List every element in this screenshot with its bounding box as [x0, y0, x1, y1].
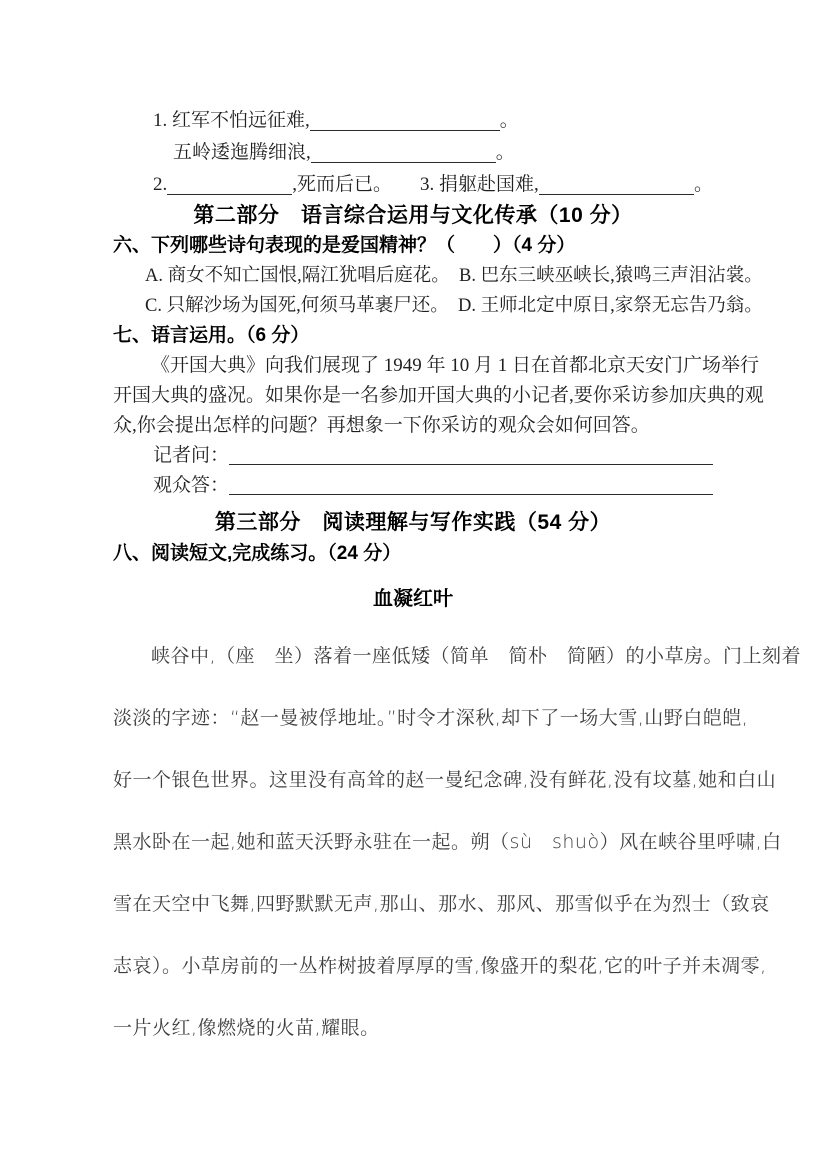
- passage-line-1: 峡谷中,（座 坐）落着一座低矮（简单 简朴 简陋）的小草房。门上刻着: [151, 645, 802, 667]
- passage-line-6: 志哀）。小草房前的一丛柞树披着厚厚的雪,像盛开的梨花,它的叶子并未凋零,: [113, 955, 767, 977]
- answer-blank: [310, 110, 500, 131]
- passage-line-5: 雪在天空中飞舞,四野默默无声,那山、那水、那风、那雪似乎在为烈士（致哀: [113, 893, 770, 915]
- question7-para-line-2: 开国大典的盛况。如果你是一名参加开国大典的小记者,要你采访参加庆典的观: [113, 385, 764, 406]
- question7-para-line-1: 《开国大典》向我们展现了 1949 年 10 月 1 日在首都北京天安门广场举行: [151, 355, 760, 376]
- fillin-item2-number: 2.: [153, 174, 168, 195]
- section2-heading: 第二部分 语言综合运用与文化传承（10 分）: [193, 204, 633, 227]
- passage-line-7: 一片火红,像燃烧的火苗,耀眼。: [113, 1017, 380, 1039]
- audience-label: 观众答：: [153, 475, 230, 496]
- answer-blank: [229, 474, 713, 495]
- question6-options-ab: A. 商女不知亡国恨,隔江犹唱后庭花。 B. 巴东三峡巫峡长,猿鸣三声泪沾裳。: [145, 266, 763, 286]
- question6-options-cd: C. 只解沙场为国死,何须马革裹尸还。 D. 王师北定中原日,家祭无忘告乃翁。: [145, 296, 763, 316]
- fillin-line-1-period: 。: [499, 110, 519, 131]
- question7-title: 七、语言运用。（6 分）: [113, 325, 310, 346]
- question8-title: 八、阅读短文,完成练习。（24 分）: [113, 543, 402, 564]
- passage-title: 血凝红叶: [373, 588, 453, 610]
- reporter-label: 记者问：: [153, 445, 230, 466]
- fillin-line-3: [113, 169, 713, 201]
- fillin-item3-text: 3. 捐躯赴国难,: [420, 174, 539, 195]
- answer-blank: [167, 174, 292, 195]
- audience-answer-row: [113, 471, 713, 501]
- section3-heading: 第三部分 阅读理解与写作实践（54 分）: [214, 511, 612, 534]
- fillin-item3-period: 。: [693, 174, 713, 195]
- reading-passage: [113, 625, 802, 1059]
- answer-blank: [539, 174, 694, 195]
- answer-blank: [229, 444, 713, 465]
- page-content: [113, 105, 802, 1059]
- passage-line-2: 淡淡的字迹：“赵一曼被俘地址。”时令才深秋,却下了一场大雪,山野白皑皑,: [113, 707, 749, 729]
- fillin-line-2-period: 。: [495, 142, 515, 163]
- answer-blank: [311, 142, 496, 163]
- fillin-item2-text: ,死而后已。: [292, 174, 393, 195]
- passage-line-4: 黑水卧在一起,她和蓝天沃野永驻在一起。朔（sù shuò）风在峡谷里呼啸,白: [113, 831, 782, 853]
- reporter-answer-row: [113, 441, 713, 471]
- fillin-line-1-text: 1. 红军不怕远征难,: [153, 110, 310, 131]
- question6-title: 六、下列哪些诗句表现的是爱国精神？（ ）（4 分）: [113, 235, 576, 256]
- fillin-line-1: [113, 105, 713, 137]
- passage-line-3: 好一个银色世界。这里没有高耸的赵一曼纪念碑,没有鲜花,没有坟墓,她和白山: [113, 769, 777, 791]
- fillin-line-2: [113, 137, 713, 169]
- fillin-line-2-text: 五岭逶迤腾细浪,: [173, 142, 311, 163]
- question7-para-line-3: 众,你会提出怎样的问题？再想象一下你采访的观众会如何回答。: [113, 415, 650, 436]
